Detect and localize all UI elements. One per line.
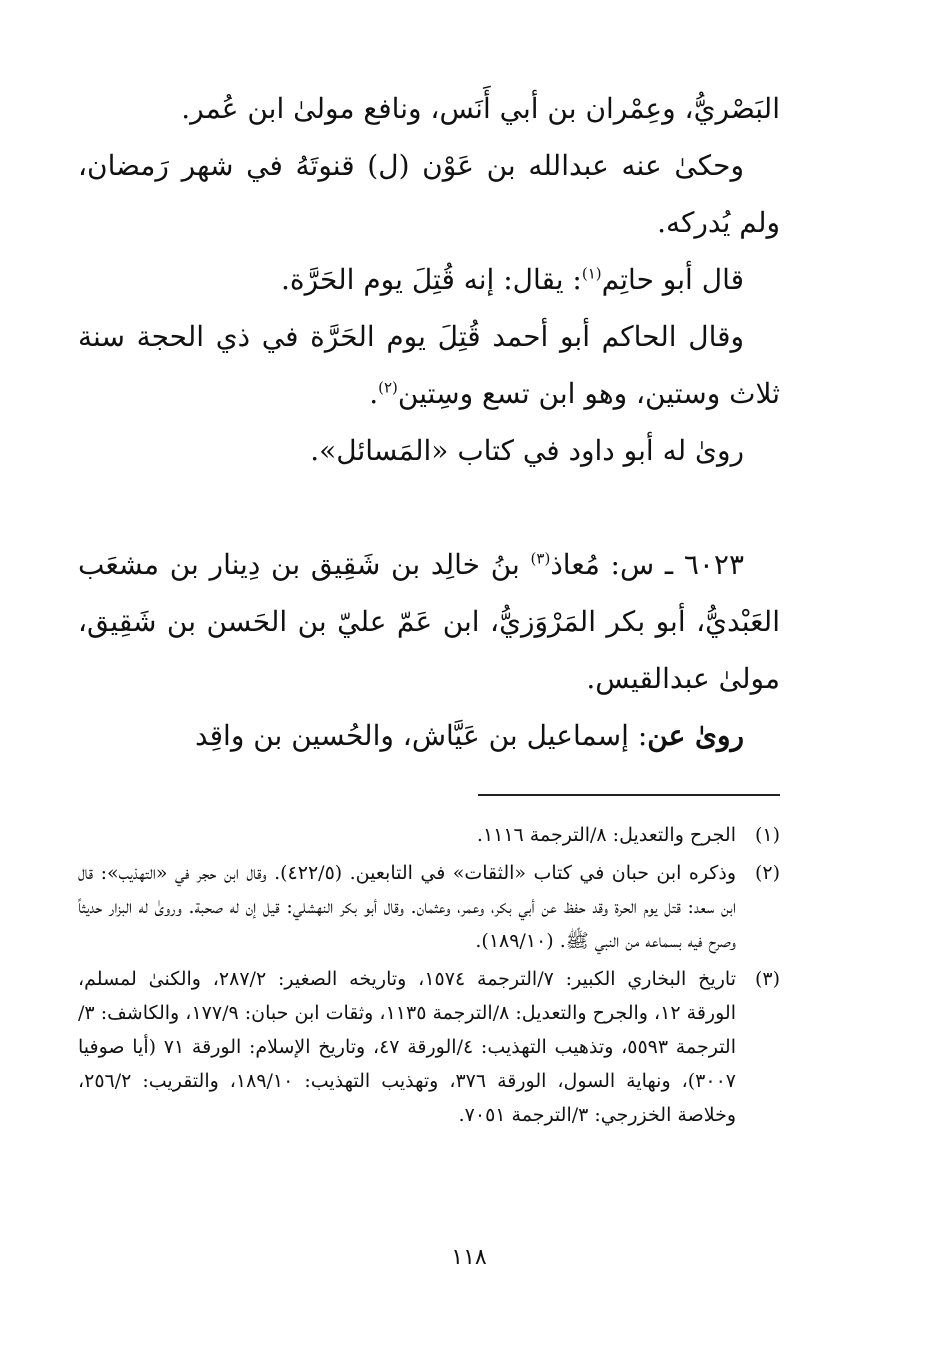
paragraph-text: وحكىٰ عنه عبدالله بن عَوْن (ل) قنوتَهُ في شهر رَمضان، ولم يُدركه. bbox=[78, 149, 780, 239]
footnote-separator bbox=[478, 794, 780, 796]
paragraph-teachers-end bbox=[78, 80, 780, 137]
footnotes bbox=[78, 818, 780, 1132]
paragraph-text: : إسماعيل بن عَيَّاش، والحُسين بن واقِد bbox=[194, 719, 648, 752]
footnote-number: (١) bbox=[754, 824, 780, 846]
footnote-number: (٣) bbox=[754, 968, 780, 990]
paragraph-narrated-from bbox=[78, 137, 780, 251]
paragraph-text: وقال الحاكم أبو أحمد قُتِلَ يوم الحَرَّة في ذي الحجة سنة ثلاث وستين، وهو ابن تسع وسِتين bbox=[78, 320, 780, 410]
footnote-ref-2: (٢) bbox=[378, 378, 398, 397]
book-page bbox=[78, 80, 780, 1136]
footnote-ref-1: (١) bbox=[581, 264, 602, 283]
footnote-text: تاريخ البخاري الكبير: ٧/الترجمة ١٥٧٤، وتاريخه الصغير: ٢٨٧/٢، والكنىٰ لمسلم، الورقة ١٢، والجرح والتعديل: ٨/الترجمة ١١٣٥، وثقات ابن حبان: ١٧٧/٩، والكاشف: ٣/الترجمة ٥٥٩٣، وتذهيب التهذيب: ٤/الورقة ٤٧، وتاريخ الإسلام: الورقة ٧١ (أيا صوفيا ٣٠٠٧)، ونهاية السول، الورقة ٣٧٦، وتهذيب التهذيب: ١٨٩/١٠، والتقريب: ٢٥٦/٢، وخلاصة الخزرجي: ٣/الترجمة ٧٠٥١. bbox=[78, 968, 737, 1126]
footnote-text: الجرح والتعديل: ٨/الترجمة ١١١٦. bbox=[476, 824, 736, 846]
paragraph-text: روىٰ له أبو داود في كتاب «المَسائل». bbox=[310, 434, 744, 467]
entry-heading bbox=[78, 536, 780, 707]
entry-text: بنُ خالِد بن شَقِيق بن دِينار بن مشعَب العَبْديُّ، أبو بكر المَرْوَزيُّ، ابن عَمّ عليّ بن الحَسن بن شَقِيق، مولىٰ عبدالقيس. bbox=[78, 548, 780, 695]
footnote-item bbox=[78, 962, 780, 1132]
paragraph-abu-dawud bbox=[78, 422, 780, 479]
paragraph-text: قال أبو حاتِم bbox=[601, 263, 744, 296]
paragraph-text: . bbox=[369, 377, 379, 410]
paragraph-al-hakim bbox=[78, 308, 780, 422]
paragraph-abu-hatim bbox=[78, 251, 780, 308]
narrated-from-label: روىٰ عن bbox=[647, 719, 744, 752]
footnote-text: وذكره ابن حبان في كتاب «الثقات» في التابعين. (٤٢٢/٥). وقال ابن حجر في «التهذيب»: قال ابن سعد: قتل يوم الحرة وقد حفظ عن أبي بكر، وعمر، وعثمان. وقال أبو بكر النهشلي: قيل إن له صحبة. وروىٰ له البزار حديثاً وصرح فيه بسماعه من النبي ﷺ. (١٨٩/١٠). bbox=[78, 862, 736, 952]
entry-title: ٦٠٢٣ ـ س: مُعاذ bbox=[550, 548, 744, 581]
page-number: ١١٨ bbox=[451, 1245, 487, 1270]
main-text bbox=[78, 80, 780, 764]
footnote-number: (٢) bbox=[754, 862, 780, 884]
footnote-item bbox=[78, 818, 780, 852]
footnote-ref-3: (٣) bbox=[530, 549, 551, 568]
paragraph-text: البَصْريُّ، وعِمْران بن أبي أَنَس، ونافع مولىٰ ابن عُمر. bbox=[181, 92, 780, 125]
paragraph-text: : يقال: إنه قُتِلَ يوم الحَرَّة. bbox=[281, 263, 582, 296]
footnote-item bbox=[78, 856, 780, 958]
paragraph-narrated-list bbox=[78, 707, 780, 764]
